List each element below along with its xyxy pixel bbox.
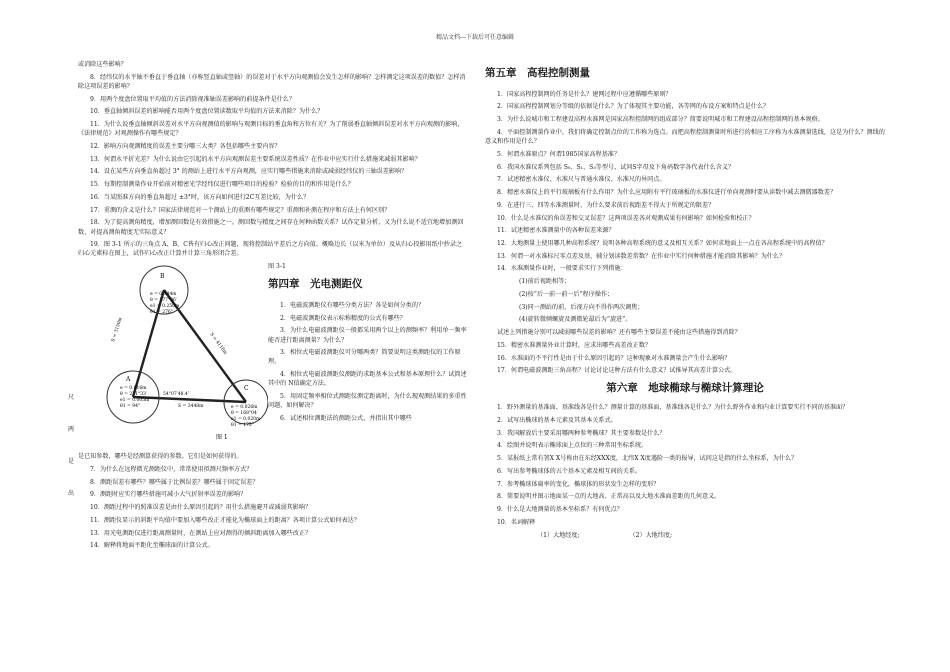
figure-value: θ1 = 175° — [231, 423, 255, 429]
question-text: 9．什么是大地测量的基本坐标系？有何优点？ — [497, 506, 623, 514]
list-item: (3)同一测站的前、后视方向不得作两次调焦； — [519, 303, 644, 311]
question-text: 8．精密水准仪上的平行玻璃板有什么作用？为什么应用附有平行玻璃板的水准仪进行单向观测时要从读数中减去测微器数差？ — [497, 189, 837, 197]
question-text: 2．试写出椭球的基本元素及其基本关系式。 — [497, 416, 617, 424]
question-text: 13．用光电测距仪进行距离测量时，在测站上应对测得的倾斜距离加入哪些改正？ — [90, 529, 312, 537]
question-text: 5．某报纸上常有署X X号称由在东经XXX度，北纬X X度遇险一类的报导，试问这是指的什么坐标系，为什么？ — [497, 455, 798, 463]
question-text: 9．用两个度盘位置取平均值的方法消除视准轴误差影响的前提条件是什么？ — [90, 95, 295, 103]
term-item: （1）大地经度; — [537, 531, 580, 539]
question-text: 11．为什么说垂直轴倾斜误差对水平方向观测值的影响与观测目标的垂直角和方位有关？为了削弱垂直轴倾斜误差对水平方向观测的影响，《法律规范》对观测操作有哪些规定？ — [78, 121, 464, 138]
question-text: 5．用固定频率相位式测距仪测定距离时，为什么现观测结果的多重性问题，如何解决？ — [268, 393, 467, 410]
term-list — [485, 531, 885, 540]
page-header: 精品文档---下载后可任意编辑 — [435, 34, 515, 41]
question-text: 12．大地测量上使用哪几种高程系统？说明各种高程系统的意义及相互关系？如何求地面上一点在各高程系统中的高程值？ — [497, 239, 828, 247]
figure-number: 图 1 — [216, 434, 228, 442]
figure-value: 54°07′48.4″ — [163, 392, 190, 398]
figure-value: θ = 168°04′ — [231, 411, 258, 417]
list-item: (4)旋转微倾螺旋及测微轮最后为“旋进”。 — [519, 316, 632, 324]
question-text: 9．在进行三、四等水准测量时，为什么要求前后视距差不得大于所规定的限差？ — [497, 201, 715, 209]
figure-section — [78, 262, 468, 452]
margin-char: 两 — [68, 426, 75, 433]
right-column — [485, 60, 885, 540]
question-text: 4．相位式电磁波测距仪测距的求距基本公式和基本原理什么？试简述其中的 N值确定方法。 — [268, 371, 467, 388]
figure-value: e1 = 0.250m — [150, 304, 180, 310]
chapter-title: 第四章 光电测距仪 — [268, 278, 363, 291]
figure-value: e = 0.026m — [231, 405, 258, 411]
figure-value: θ = 271°33′ — [120, 392, 147, 398]
question-text: 10．名词解释 — [497, 518, 536, 526]
question-text: 或消除这些影响？ — [78, 61, 127, 68]
question-text: 11．测距仪显示的斜距平均值中要加入哪些改正才能化为椭球面上的距离？各项计算公式如何表达？ — [90, 516, 360, 524]
question-text: 8．测距误差有哪些？哪些属于比例误差？哪些属于固定误差？ — [90, 478, 259, 486]
question-text: 13．何谓水平折光差？为什么说由它引起的水平方向观测误差主要系统误差性质？在作业中应实行什么措施来减弱其影响？ — [90, 155, 421, 163]
chapter-title: 第六章 地球椭球与椭球计算理论 — [606, 382, 764, 395]
question-text: 3．为什么电磁波测距仪一般都采用两个以上的测频率？利用单一频率能否进行距离测量？为什么？ — [268, 327, 467, 344]
question-text: 15．精密水准测量外业计算时，应求出哪些高差改正数？ — [497, 341, 652, 349]
question-text: 2．国家高程控制网划分等级的依据是什么？为了体现其主要功能，各等网的布设方案和特点是什么？ — [497, 103, 770, 111]
question-text: 10．什么是水准仪的角误差和交叉误差？这两项误差各对观测成果有何影响？如何检验和校正？ — [497, 214, 755, 222]
figure-value: S = 3150m — [111, 316, 124, 343]
question-text: 18．为了提高测角精度，增加测回数是有效措施之一。测回数与精度之间存在何种函数关系？试作定量分析，又为什么说不适宜地增加测回数，对提高测角精度无实际意义？ — [78, 219, 464, 236]
question-text: 8．经纬仪的水平轴不垂直于垂直轴（亦称竖直轴或竖轴）的误差对于水平方向观测值会发生怎样的影响？怎样测定这项误差的数值？怎样消除这项误差的影响？ — [78, 73, 466, 90]
question-text: 6．试述相位测距法的测距公式，并指出其中哪些 — [280, 414, 412, 422]
figure-value: θ1 = 94° — [120, 404, 141, 410]
margin-char: 是 — [68, 458, 75, 465]
question-text: 4．平面控制测量作业中，我们将确定控制点位的工作称为选点。而把高程控制测量时所进行的相应工序称为水准测量选线，这是为什么？测线的意义和作用是什么？ — [485, 128, 885, 146]
question-text: 16．当某照准方向的垂直角超过 ±3°时，该方向如何进行2C互差比较，为什么？ — [90, 193, 310, 201]
question-text: 17．何谓电磁波测距三角高程？讨论讨论这种方法有什么意义？试推导其高差计算公式。 — [497, 367, 737, 375]
question-text: 15．每期控制测量作业开始前对精密光学经纬仪进行哪些项目的检验？检验的目的和作用是什么？ — [90, 181, 354, 189]
question-text: 2．电磁波测距仪表示标称精度的公式有哪些？ — [280, 314, 406, 322]
chapter-title: 第五章 高程控制测量 — [485, 67, 590, 79]
term-item: （2）大地纬度; — [629, 531, 672, 539]
question-text: 6．写出参考椭球体的五个基本元素及相互间的关系。 — [497, 467, 642, 475]
list-item: (1)前后视距相等； — [519, 278, 571, 286]
question-text: 3．我国解放后主要采用哪两种参考椭球？其主要参数是什么？ — [497, 429, 666, 437]
question-text: 7．为什么在远程微光测距仪中，常常使用拟测尺频率方式？ — [90, 465, 253, 473]
figure-value: e = 0.144m — [150, 292, 177, 298]
question-text: 17．重测的含义是什么？国家法律规范对一个测站上的重测有哪些规定？重测和补测在程序和方法上有何区别？ — [90, 206, 391, 214]
question-text: 试述上列措施分别可以减弱哪些误差的影响？还有哪些主要误差不能由这些措施得到消除？ — [497, 329, 741, 337]
question-text: 1．国家高程控制网的任务是什么？建网过程中应遵循哪些原则？ — [497, 90, 672, 98]
question-text: 4．绘图并说明表示椭球面上点位的三种常用坐标系统。 — [497, 442, 648, 450]
point-label-c: C — [244, 385, 249, 393]
triangle-diagram — [78, 262, 268, 447]
point-label-b: B — [160, 273, 165, 281]
figure-value: e1 = 0.020m — [231, 417, 261, 423]
left-column — [78, 60, 468, 554]
point-label-a: A — [126, 376, 131, 384]
figure-value: θ1 = 276° — [150, 310, 174, 316]
question-text: 6．我国水准仪系列包括 S₀、S₁、S₃等型号，试问S字母及下角码数字各代表什么含义？ — [497, 163, 735, 171]
question-text: 13．何谓一对水准标尺零点差及基、辅分划读数差常数？在作业中实行何种措施才能消除其影响？为什么？ — [497, 252, 786, 260]
margin-char: 尺 — [68, 394, 75, 401]
question-text: 16．水准面的不平行性是由于什么原因引起的？这种现象对水准测量会产生什么影响？ — [497, 354, 731, 362]
question-text: 是已知参数，哪些是经测算获得的参数。它们是如何获得的。 — [78, 453, 243, 461]
list-item: (2)按“后一前一前一后”程序操作； — [519, 290, 614, 298]
question-text: 11．试述精密水准测量中的各种误差来源？ — [497, 227, 615, 235]
triangle-figure — [78, 262, 268, 452]
question-text: 12．影响方向观测精度的误差主要分哪三大类？各包括哪些主要内容？ — [90, 142, 281, 150]
figure-value: e = 0.016m — [120, 386, 147, 392]
chapter4-side — [268, 262, 468, 452]
question-text: 14．水准测量作业时，一般要求实行下列措施： — [497, 265, 627, 273]
question-text: 3．相位式电磁波测距仪可分哪两类？简要说明这类测距仪的工作原理。 — [268, 349, 461, 366]
question-text: 8．简要说明并图示地面某一点的大地高、正常高以及大地水准面差距的几何意义。 — [497, 493, 721, 501]
question-text: 1．电磁波测距仪有哪些分类方法？各是如何分类的？ — [280, 302, 425, 309]
question-text: 1．野外测量的基准面、基准线各是什么？测量计算的基准面、基准线各是什么？为什么野外作业和内业计算要实行不同的基准面？ — [497, 404, 849, 412]
figure-caption: 图 3-1 — [268, 263, 286, 271]
margin-fragments — [68, 395, 80, 497]
question-text: 3．为什么说城市和工程建设高程水准网是国家高程控制网的组成部分？简要说明城市和工程建设高程控制网的基本规格。 — [497, 116, 824, 124]
question-text: 10．测距过程中的照准误差是由什么原因引起的？用什么措施避开或减弱其影响？ — [90, 504, 312, 512]
margin-char: 出 — [68, 490, 75, 497]
question-text: 10．垂直轴倾斜误差的影响能否用两个度盘位置读数取平均值的方法来消除？为什么？ — [90, 108, 324, 116]
question-text: 14．设在某些方向垂直角超过 3° 的测站上进行水平方向观测，应实行哪些措施来消除或减弱经纬仪的三轴误差影响？ — [90, 168, 408, 176]
figure-value: S = 4118m — [208, 332, 228, 356]
question-text: 7．试述精密水准仪、水准尺与普通水准仪、水准尺的异同点。 — [497, 176, 666, 184]
question-text: 19．图 3-1 所示的三角点 A、B、C皆有归心改正问题，现将控制站平差后之方向值、概略边长（以米为单位）及从归心投影用纸中抄录之归心元素标在图上，试作归心改正计算并计算三角形闭合差。 — [78, 241, 463, 258]
figure-value: e1 = 0.005m — [120, 398, 150, 404]
question-text: 9．测距时应实行哪些措施可减小大气折射率误差的影响？ — [90, 491, 247, 499]
question-text: 5．何谓水准原点？何谓1985国家高程基准？ — [497, 150, 620, 158]
question-text: 7．参考椭球体扁率的变化，椭球体的形状发生怎样的变形？ — [497, 480, 660, 488]
figure-value: θ = 177°06′ — [150, 298, 177, 304]
figure-value: S = 3448m — [178, 404, 204, 410]
question-text: 14．解释将地面平距化至椭球面的计算公式。 — [90, 542, 214, 550]
